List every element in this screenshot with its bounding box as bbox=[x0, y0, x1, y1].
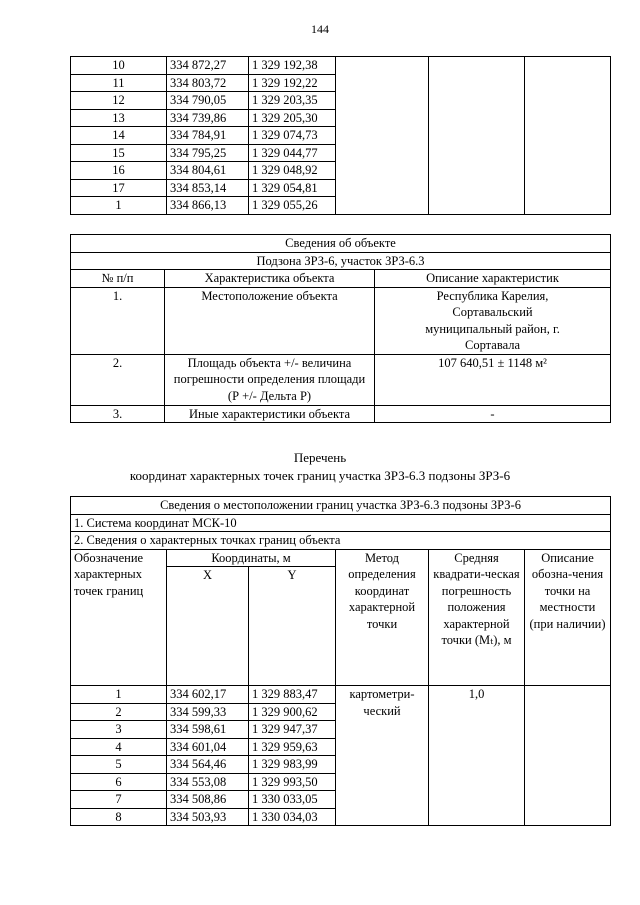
coord-x: 334 602,17 bbox=[167, 686, 249, 704]
header-designation: Обозначение характерных точек границ bbox=[71, 549, 167, 686]
header-description: Описание характеристик bbox=[375, 270, 611, 288]
point-number: 11 bbox=[71, 74, 167, 92]
coord-y: 1 329 044,77 bbox=[249, 144, 336, 162]
coord-x: 334 553,08 bbox=[167, 773, 249, 791]
coord-x: 334 564,46 bbox=[167, 756, 249, 774]
points-section-title: 2. Сведения о характерных точках границ объекта bbox=[71, 532, 611, 550]
list-heading: Перечень bbox=[293, 450, 347, 465]
coord-y: 1 329 192,38 bbox=[249, 57, 336, 75]
coord-x: 334 508,86 bbox=[167, 791, 249, 809]
coord-x: 334 804,61 bbox=[167, 162, 249, 180]
table-row bbox=[71, 686, 611, 704]
coord-y: 1 329 048,92 bbox=[249, 162, 336, 180]
point-number: 12 bbox=[71, 92, 167, 110]
coord-x: 334 739,86 bbox=[167, 109, 249, 127]
point-number: 2 bbox=[71, 703, 167, 721]
empty-cell bbox=[429, 57, 525, 215]
coordinates-table-continuation bbox=[70, 56, 611, 215]
point-number: 1 bbox=[71, 686, 167, 704]
coord-y: 1 329 192,22 bbox=[249, 74, 336, 92]
coord-x: 334 803,72 bbox=[167, 74, 249, 92]
coord-y: 1 329 203,35 bbox=[249, 92, 336, 110]
header-error: Средняя квадрати-ческая погрешность положения характерной точки (Mₜ), м bbox=[429, 549, 525, 686]
coord-x: 334 872,27 bbox=[167, 57, 249, 75]
page-number: 144 bbox=[311, 22, 329, 36]
point-number: 16 bbox=[71, 162, 167, 180]
coord-y: 1 329 983,99 bbox=[249, 756, 336, 774]
coord-y: 1 329 959,63 bbox=[249, 738, 336, 756]
coord-y: 1 329 900,62 bbox=[249, 703, 336, 721]
header-y: Y bbox=[249, 567, 336, 686]
object-info-table bbox=[70, 234, 611, 423]
row1-description: Республика Карелия, Сортавальский муниципальный район, г. Сортавала bbox=[375, 287, 611, 354]
point-number: 8 bbox=[71, 808, 167, 826]
row2-description: 107 640,51 ± 1148 м² bbox=[375, 354, 611, 405]
coord-y: 1 329 054,81 bbox=[249, 179, 336, 197]
row2-number: 2. bbox=[71, 354, 165, 405]
list-subheading: координат характерных точек границ участка ЗРЗ-6.3 подзоны ЗРЗ-6 bbox=[129, 468, 511, 483]
description-cell bbox=[525, 686, 611, 826]
header-x: X bbox=[167, 567, 249, 686]
coord-y: 1 330 033,05 bbox=[249, 791, 336, 809]
object-info-subtitle: Подзона ЗРЗ-6, участок ЗРЗ-6.3 bbox=[71, 252, 611, 270]
coord-x: 334 790,05 bbox=[167, 92, 249, 110]
coord-x: 334 784,91 bbox=[167, 127, 249, 145]
table-row bbox=[71, 57, 611, 75]
coord-x: 334 503,93 bbox=[167, 808, 249, 826]
coord-y: 1 329 055,26 bbox=[249, 197, 336, 215]
coord-x: 334 866,13 bbox=[167, 197, 249, 215]
coord-y: 1 330 034,03 bbox=[249, 808, 336, 826]
coord-y: 1 329 993,50 bbox=[249, 773, 336, 791]
header-coordinates: Координаты, м bbox=[167, 549, 336, 567]
coord-x: 334 598,61 bbox=[167, 721, 249, 739]
empty-cell bbox=[525, 57, 611, 215]
header-number: № п/п bbox=[71, 270, 165, 288]
boundary-table-title: Сведения о местоположении границ участка ЗРЗ-6.3 подзоны ЗРЗ-6 bbox=[71, 497, 611, 515]
row3-number: 3. bbox=[71, 405, 165, 423]
header-characteristic: Характеристика объекта bbox=[165, 270, 375, 288]
coord-x: 334 795,25 bbox=[167, 144, 249, 162]
point-number: 4 bbox=[71, 738, 167, 756]
point-number: 15 bbox=[71, 144, 167, 162]
coordinate-system: 1. Система координат МСК-10 bbox=[71, 514, 611, 532]
coord-x: 334 601,04 bbox=[167, 738, 249, 756]
point-number: 17 bbox=[71, 179, 167, 197]
coord-y: 1 329 205,30 bbox=[249, 109, 336, 127]
method-cell: картометри-ческий bbox=[336, 686, 429, 826]
coord-y: 1 329 947,37 bbox=[249, 721, 336, 739]
coord-x: 334 853,14 bbox=[167, 179, 249, 197]
row3-characteristic: Иные характеристики объекта bbox=[165, 405, 375, 423]
header-method: Метод определения координат характерной точки bbox=[336, 549, 429, 686]
row2-characteristic: Площадь объекта +/- величина погрешности определения площади (Р +/- Дельта Р) bbox=[165, 354, 375, 405]
coord-x: 334 599,33 bbox=[167, 703, 249, 721]
point-number: 14 bbox=[71, 127, 167, 145]
coord-y: 1 329 883,47 bbox=[249, 686, 336, 704]
point-number: 1 bbox=[71, 197, 167, 215]
point-number: 3 bbox=[71, 721, 167, 739]
row1-characteristic: Местоположение объекта bbox=[165, 287, 375, 354]
empty-cell bbox=[336, 57, 429, 215]
row1-number: 1. bbox=[71, 287, 165, 354]
boundary-coordinates-table bbox=[70, 496, 611, 826]
point-number: 7 bbox=[71, 791, 167, 809]
point-number: 13 bbox=[71, 109, 167, 127]
point-number: 6 bbox=[71, 773, 167, 791]
point-number: 10 bbox=[71, 57, 167, 75]
header-point-description: Описание обозна-чения точки на местности (при наличии) bbox=[525, 549, 611, 686]
row3-description: - bbox=[375, 405, 611, 423]
point-number: 5 bbox=[71, 756, 167, 774]
error-cell: 1,0 bbox=[429, 686, 525, 826]
object-info-title: Сведения об объекте bbox=[71, 235, 611, 253]
coord-y: 1 329 074,73 bbox=[249, 127, 336, 145]
